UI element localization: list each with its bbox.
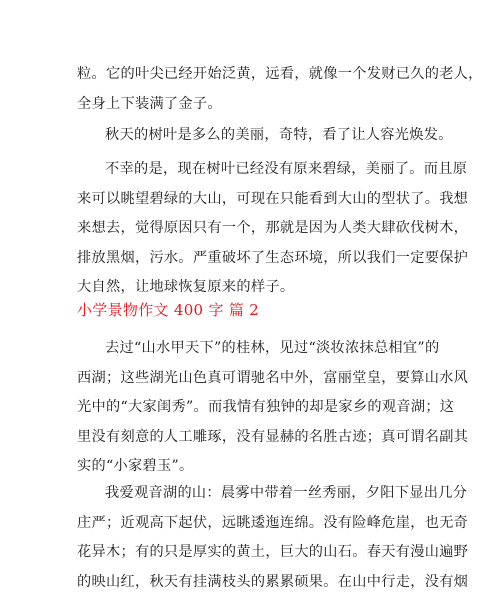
paragraph-4 <box>77 334 425 482</box>
text-line: 全身上下装满了金子。 <box>77 90 425 120</box>
text-line: 来可以眺望碧绿的大山，可现在只能看到大山的型状了。我想 <box>77 185 425 215</box>
text-line: 西湖；这些湖光山色真可谓驰名中外，富丽堂皇，要算山水风 <box>77 364 425 394</box>
text-line: 大自然，让地球恢复原来的样子。 <box>77 273 425 303</box>
text-line: 庄严；近观高下起伏，远眺逶迤连绵。没有险峰危崖，也无奇 <box>77 509 425 539</box>
paragraph-3 <box>77 155 425 303</box>
text-line: 排放黑烟，污水。严重破坏了生态环境，所以我们一定要保护 <box>77 244 425 274</box>
text-line: 实的“小家碧玉”。 <box>77 452 425 482</box>
paragraph-5 <box>77 479 425 597</box>
paragraph-1 <box>77 60 425 119</box>
text-line: 光中的“大家闺秀”。而我情有独钟的却是家乡的观音湖；这 <box>77 393 425 423</box>
text-line: 里没有刻意的人工雕琢，没有显赫的名胜古迹；真可谓名副其 <box>77 423 425 453</box>
text-line: 粒。它的叶尖已经开始泛黄，远看，就像一个发财已久的老人， <box>77 60 425 90</box>
text-line: 不幸的是，现在树叶已经没有原来碧绿，美丽了。而且原 <box>77 155 425 185</box>
text-line: 的映山红，秋天有挂满枝头的累累硕果。在山中行走，没有烟 <box>77 568 425 597</box>
text-line: 秋天的树叶是多么的美丽，奇特，看了让人容光焕发。 <box>77 121 425 151</box>
text-line: 去过“山水甲天下”的桂林，见过“淡妆浓抹总相宜”的 <box>77 334 425 364</box>
text-line: 花异木；有的只是厚实的黄土，巨大的山石。春天有漫山遍野 <box>77 538 425 568</box>
text-line: 来想去，觉得原因只有一个，那就是因为人类大肆砍伐树木， <box>77 214 425 244</box>
text-line: 我爱观音湖的山：晨雾中带着一丝秀丽，夕阳下显出几分 <box>77 479 425 509</box>
paragraph-2 <box>77 121 425 151</box>
section-heading: 小学景物作文 400 字 篇 2 <box>77 296 259 325</box>
